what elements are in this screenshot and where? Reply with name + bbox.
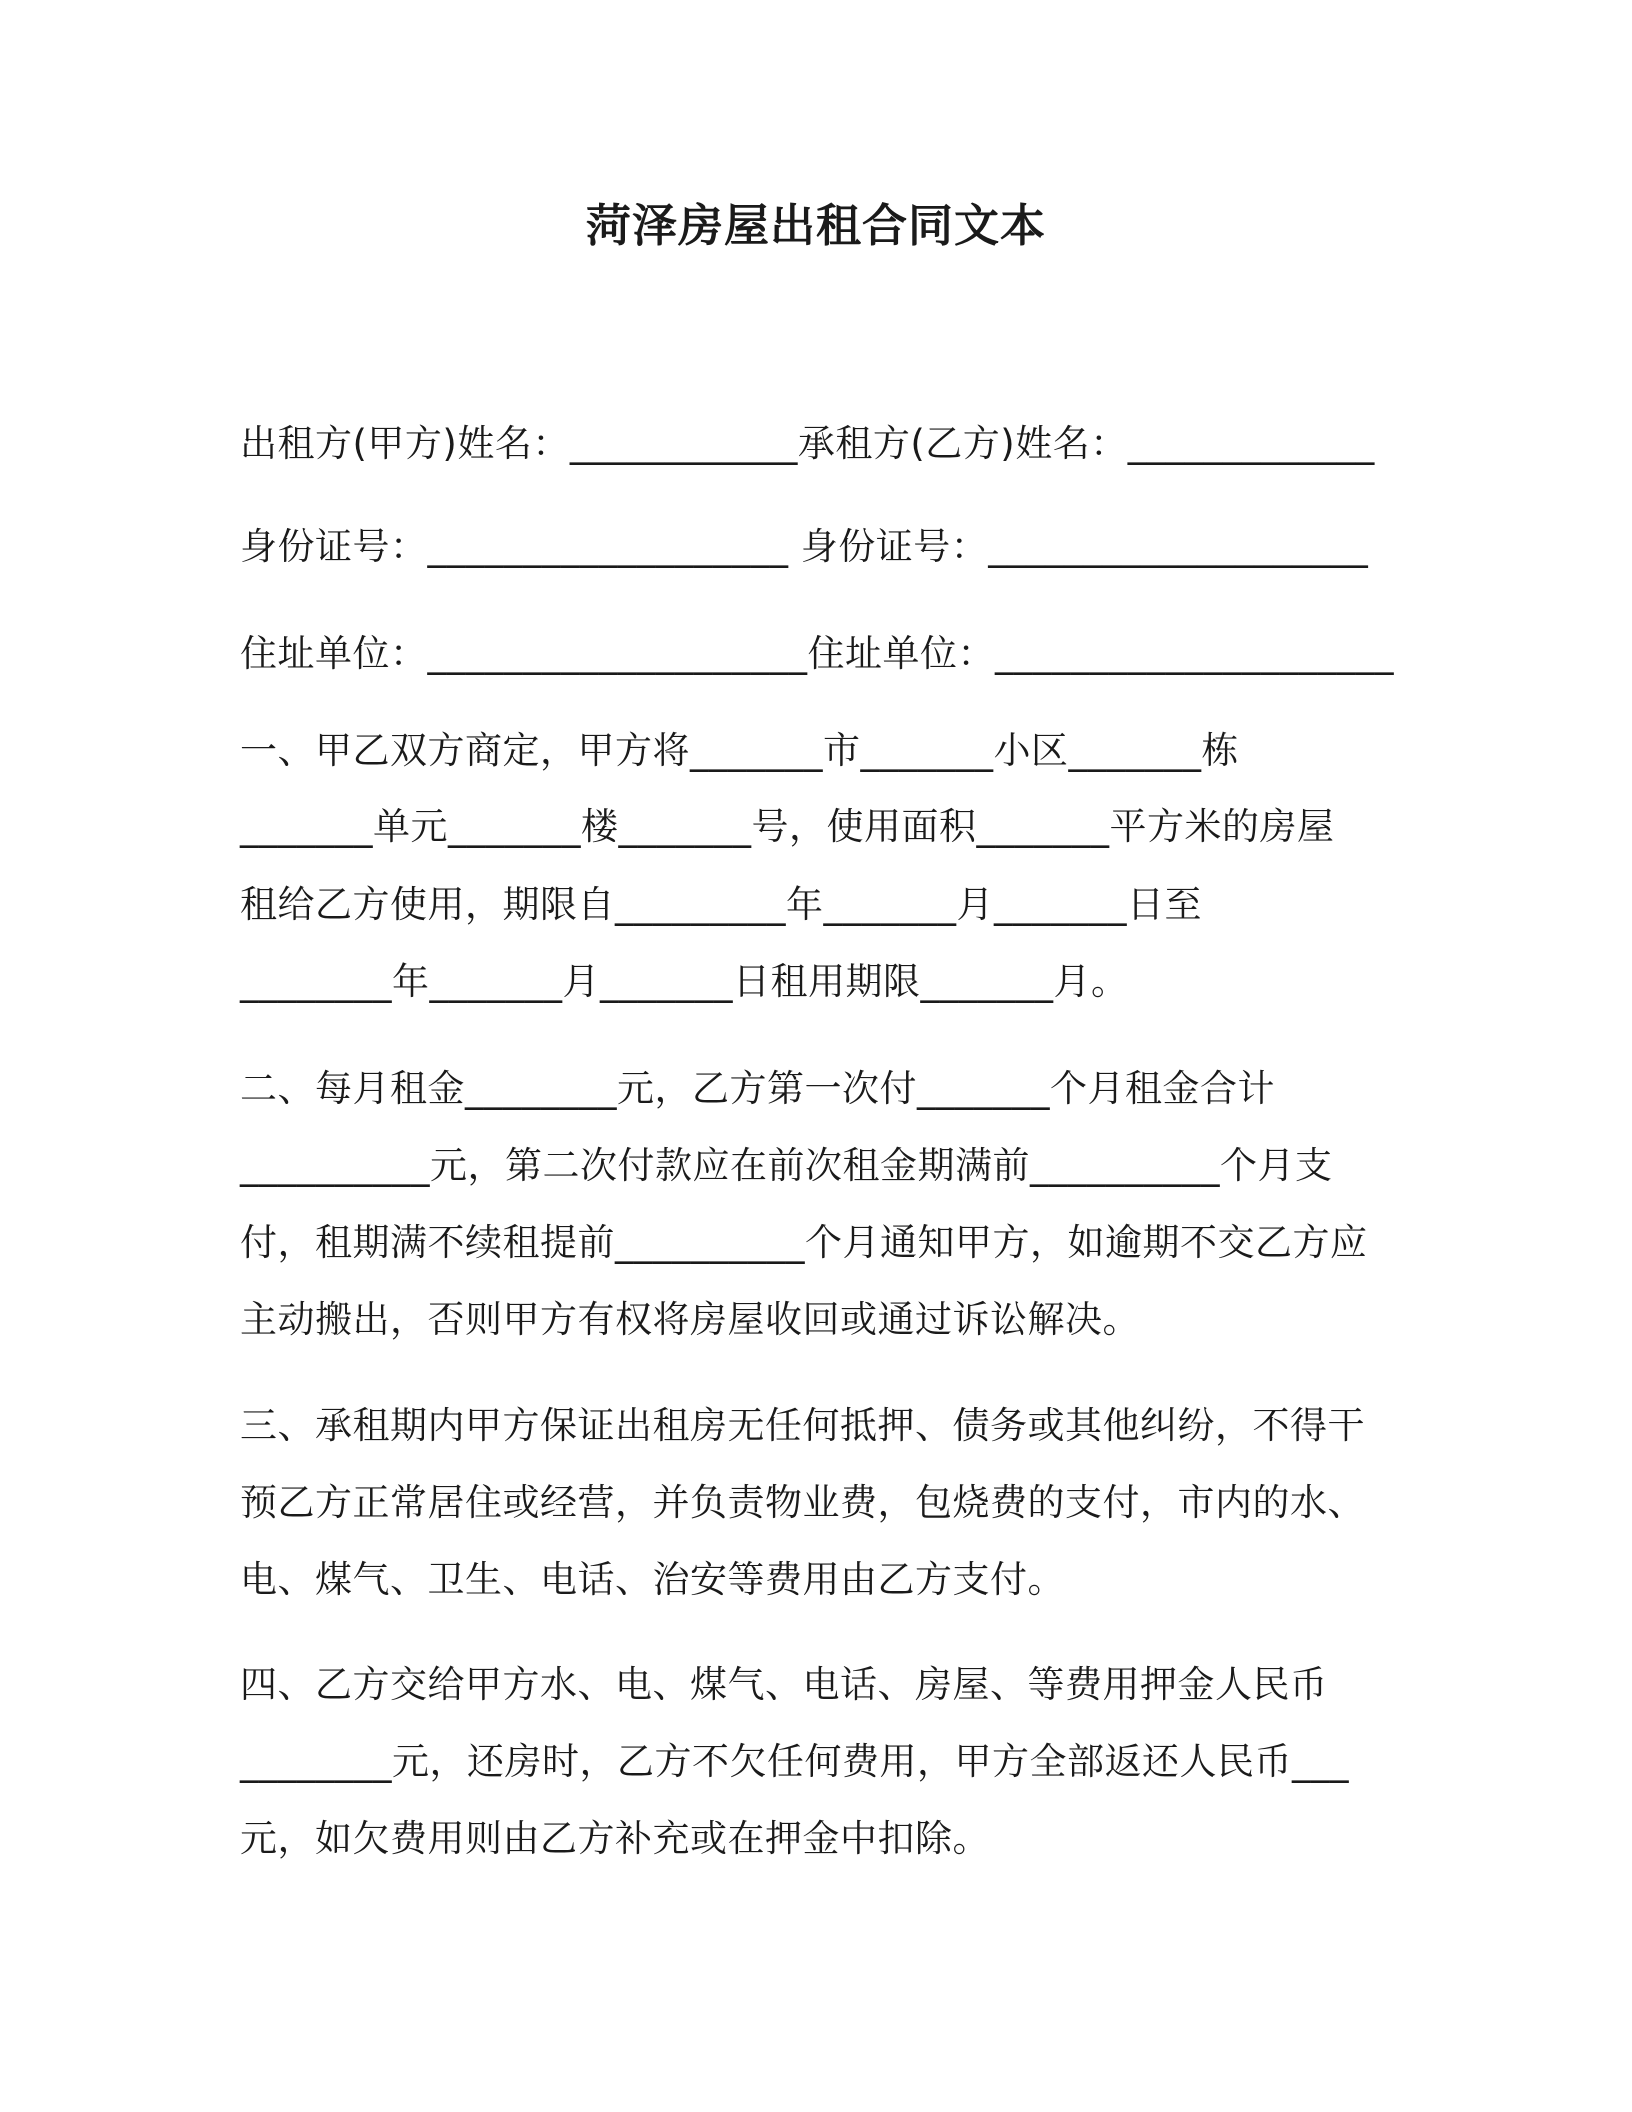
document-title: 菏泽房屋出租合同文本 — [585, 199, 1046, 252]
clause-1-line-2: _______单元_______楼_______号，使用面积_______平方米的房屋 — [240, 805, 1335, 848]
clause-4-line-2: ________元，还房时，乙方不欠任何费用，甲方全部返还人民币___ — [240, 1740, 1349, 1783]
clause-2-line-4: 主动搬出，否则甲方有权将房屋收回或通过诉讼解决。 — [240, 1298, 1140, 1341]
lessor-lessee-name-line: 出租方(甲方)姓名：____________承租方(乙方)姓名：_____________ — [240, 422, 1375, 465]
clause-2-line-1: 二、每月租金________元，乙方第一次付_______个月租金合计 — [240, 1067, 1275, 1110]
clause-3-line-1: 三、承租期内甲方保证出租房无任何抵押、债务或其他纠纷，不得干 — [240, 1404, 1365, 1447]
clause-1-line-4: ________年_______月_______日租用期限_______月。 — [240, 960, 1129, 1003]
id-number-line: 身份证号：___________________ 身份证号：____________________ — [240, 525, 1369, 568]
clause-2-line-3: 付，租期满不续租提前__________个月通知甲方，如逾期不交乙方应 — [240, 1221, 1368, 1264]
clause-3-line-2: 预乙方正常居住或经营，并负责物业费，包烧费的支付，市内的水、 — [240, 1481, 1365, 1524]
clause-1-line-3: 租给乙方使用，期限自_________年_______月_______日至 — [240, 883, 1202, 926]
clause-1-line-1: 一、甲乙双方商定，甲方将_______市_______小区_______栋 — [240, 729, 1239, 772]
clause-4-line-1: 四、乙方交给甲方水、电、煤气、电话、房屋、等费用押金人民币 — [240, 1663, 1328, 1706]
address-line: 住址单位：____________________住址单位：_____________________ — [240, 632, 1394, 675]
clause-2-line-2: __________元，第二次付款应在前次租金期满前__________个月支 — [240, 1144, 1333, 1187]
clause-4-line-3: 元，如欠费用则由乙方补充或在押金中扣除。 — [240, 1817, 990, 1860]
clause-3-line-3: 电、煤气、卫生、电话、治安等费用由乙方支付。 — [240, 1558, 1065, 1601]
